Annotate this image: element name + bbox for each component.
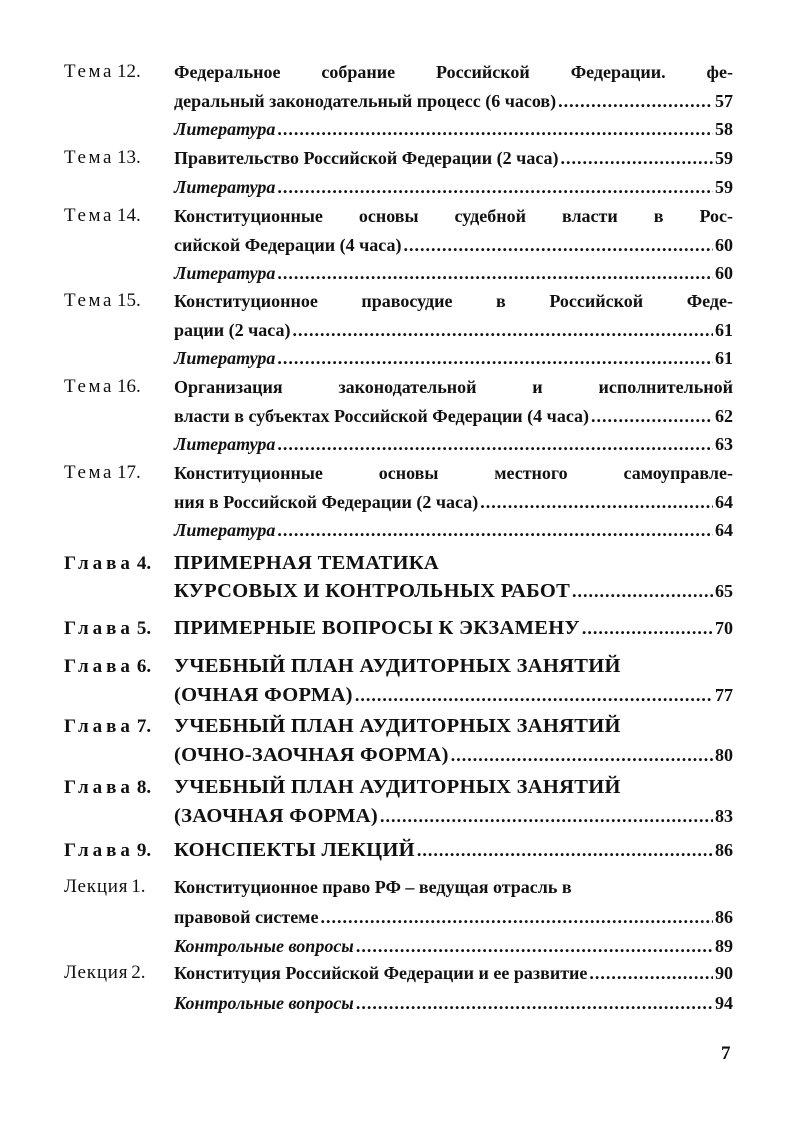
toc-line	[174, 741, 733, 769]
toc-line	[174, 959, 733, 987]
toc-line	[174, 932, 733, 960]
toc-entry-label	[64, 873, 168, 901]
toc-entry-label	[64, 549, 168, 579]
page-ref: 80	[715, 745, 733, 765]
entry-title: Организация законодательной и исполнительной	[174, 377, 733, 397]
subsection-title: Литература	[174, 263, 276, 283]
toc-line	[174, 115, 733, 143]
dot-leader	[380, 802, 713, 830]
toc-entry-label	[64, 836, 168, 866]
page-ref: 86	[715, 840, 733, 860]
entry-title: Федеральное собрание Российской Федерации. фе-	[174, 62, 733, 82]
page-ref: 77	[715, 685, 733, 705]
page-ref: 59	[715, 176, 733, 197]
entry-number: 14.	[117, 205, 141, 226]
page-ref: 58	[715, 119, 733, 139]
page-ref: 65	[715, 581, 733, 601]
toc-line	[174, 873, 733, 901]
subsection-title: Литература	[174, 434, 276, 454]
entry-kind: Тема	[64, 61, 115, 82]
dot-leader	[558, 87, 713, 115]
page-number: 7	[721, 1043, 731, 1064]
entry-number: 9.	[136, 840, 152, 861]
toc-line	[174, 344, 733, 372]
entry-title: Конституционное право РФ – ведущая отрасль в	[174, 877, 572, 897]
toc-entry-label	[64, 58, 168, 86]
page-ref: 60	[715, 263, 733, 283]
entry-title: УЧЕБНЫЙ ПЛАН АУДИТОРНЫХ ЗАНЯТИЙ	[174, 715, 621, 737]
toc-line	[174, 373, 733, 401]
subsection-title: Литература	[174, 119, 276, 139]
dot-leader	[480, 488, 713, 516]
toc-entry-label	[64, 287, 168, 315]
dot-leader	[277, 430, 713, 458]
entry-title: УЧЕБНЫЙ ПЛАН АУДИТОРНЫХ ЗАНЯТИЙ	[174, 776, 621, 798]
entry-title: власти в субъектах Российской Федерации (4 часа)	[174, 405, 590, 426]
entry-title: Конституция Российской Федерации и ее развитие	[174, 963, 588, 983]
page-ref: 89	[715, 936, 733, 956]
dot-leader	[451, 741, 713, 769]
page-ref: 94	[715, 992, 733, 1013]
toc-line	[174, 173, 733, 201]
toc-entry-label	[64, 652, 168, 682]
toc-line	[174, 231, 733, 259]
entry-kind: Тема	[64, 147, 115, 168]
entry-title: сийской Федерации (4 часа)	[174, 234, 402, 255]
entry-number: 2.	[131, 962, 146, 983]
entry-number: 17.	[117, 462, 141, 483]
entry-kind: Глава	[64, 656, 134, 677]
toc-line	[174, 903, 733, 931]
entry-kind: Тема	[64, 376, 115, 397]
dot-leader	[356, 932, 713, 960]
dot-leader	[277, 115, 713, 143]
entry-kind: Тема	[64, 462, 115, 483]
toc-line	[174, 989, 733, 1017]
subsection-title: Литература	[174, 520, 276, 540]
toc-line	[174, 459, 733, 487]
entry-title: Правительство Российской Федерации (2 часа)	[174, 148, 559, 168]
page-ref: 90	[715, 963, 733, 983]
toc-line	[174, 144, 733, 172]
page-ref: 60	[715, 234, 733, 255]
toc-entry-label	[64, 712, 168, 742]
entry-number: 16.	[117, 376, 141, 397]
entry-title: (ОЧНО-ЗАОЧНАЯ ФОРМА)	[174, 744, 449, 766]
dot-leader	[589, 959, 713, 987]
entry-title: правовой системе	[174, 906, 319, 927]
entry-kind: Глава	[64, 840, 134, 861]
entry-title: деральный законодательный процесс (6 часов)	[174, 90, 557, 111]
toc-line	[174, 614, 733, 642]
page-ref: 63	[715, 434, 733, 454]
toc-line	[174, 287, 733, 315]
entry-kind: Тема	[64, 290, 115, 311]
entry-number: 12.	[117, 61, 141, 82]
entry-kind: Глава	[64, 553, 134, 574]
toc-entry-label	[64, 202, 168, 230]
toc-line	[174, 58, 733, 86]
subsection-title: Контрольные вопросы	[174, 936, 354, 956]
entry-kind: Глава	[64, 777, 134, 798]
entry-title: Конституционные основы местного самоуправле-	[174, 463, 733, 483]
toc-line	[174, 516, 733, 544]
page-ref: 70	[715, 618, 733, 638]
toc-entry-label	[64, 459, 168, 487]
toc-line	[174, 259, 733, 287]
entry-number: 7.	[136, 716, 152, 737]
toc-line	[174, 836, 733, 864]
page-ref: 64	[715, 520, 733, 540]
subsection-title: Контрольные вопросы	[174, 992, 354, 1013]
toc-entry-label	[64, 144, 168, 172]
entry-kind: Глава	[64, 618, 134, 639]
dot-leader	[404, 231, 713, 259]
entry-title: (ОЧНАЯ ФОРМА)	[174, 684, 353, 706]
page-ref: 64	[715, 491, 733, 512]
subsection-title: Литература	[174, 176, 276, 197]
entry-title: (ЗАОЧНАЯ ФОРМА)	[174, 805, 379, 827]
dot-leader	[355, 681, 713, 709]
toc-line	[174, 652, 733, 680]
entry-title: рации (2 часа)	[174, 319, 291, 340]
dot-leader	[417, 836, 713, 864]
page-ref: 62	[715, 405, 733, 426]
toc-entry-label	[64, 614, 168, 644]
page-ref: 59	[715, 148, 733, 168]
dot-leader	[561, 144, 713, 172]
dot-leader	[277, 344, 713, 372]
entry-title: УЧЕБНЫЙ ПЛАН АУДИТОРНЫХ ЗАНЯТИЙ	[174, 655, 621, 677]
entry-kind: Тема	[64, 205, 115, 226]
entry-number: 15.	[117, 290, 141, 311]
toc-line	[174, 577, 733, 605]
page-ref: 57	[715, 90, 733, 111]
dot-leader	[277, 173, 713, 201]
toc-line	[174, 802, 733, 830]
toc-line	[174, 202, 733, 230]
subsection-title: Литература	[174, 348, 276, 368]
page-ref: 83	[715, 806, 733, 826]
dot-leader	[277, 259, 713, 287]
entry-number: 8.	[136, 777, 152, 798]
entry-title: Конституционные основы судебной власти в Рос-	[174, 206, 733, 226]
entry-title: ПРИМЕРНАЯ ТЕМАТИКА	[174, 552, 440, 574]
page-ref: 61	[715, 319, 733, 340]
entry-title: КУРСОВЫХ И КОНТРОЛЬНЫХ РАБОТ	[174, 580, 571, 602]
entry-title: ПРИМЕРНЫЕ ВОПРОСЫ К ЭКЗАМЕНУ	[174, 617, 580, 639]
dot-leader	[572, 577, 713, 605]
entry-number: 1.	[131, 876, 146, 897]
entry-number: 6.	[136, 656, 152, 677]
toc-line	[174, 430, 733, 458]
entry-number: 5.	[136, 618, 152, 639]
toc-line	[174, 87, 733, 115]
dot-leader	[277, 516, 713, 544]
entry-number: 4.	[136, 553, 152, 574]
entry-kind: Лекция	[64, 962, 129, 983]
page-ref: 86	[715, 906, 733, 927]
toc-entry-label	[64, 773, 168, 803]
dot-leader	[292, 316, 713, 344]
toc-entry-label	[64, 959, 168, 987]
toc-line	[174, 773, 733, 801]
toc-line	[174, 549, 733, 577]
toc-line	[174, 712, 733, 740]
dot-leader	[591, 402, 713, 430]
dot-leader	[356, 989, 713, 1017]
page-ref: 61	[715, 348, 733, 368]
dot-leader	[582, 614, 713, 642]
toc-line	[174, 681, 733, 709]
dot-leader	[320, 903, 713, 931]
toc-line	[174, 316, 733, 344]
entry-kind: Глава	[64, 716, 134, 737]
entry-kind: Лекция	[64, 876, 129, 897]
toc-line	[174, 488, 733, 516]
entry-title: ния в Российской Федерации (2 часа)	[174, 491, 479, 512]
toc-entry-label	[64, 373, 168, 401]
entry-number: 13.	[117, 147, 141, 168]
toc-line	[174, 402, 733, 430]
entry-title: КОНСПЕКТЫ ЛЕКЦИЙ	[174, 839, 415, 861]
entry-title: Конституционное правосудие в Российской Феде-	[174, 291, 733, 311]
